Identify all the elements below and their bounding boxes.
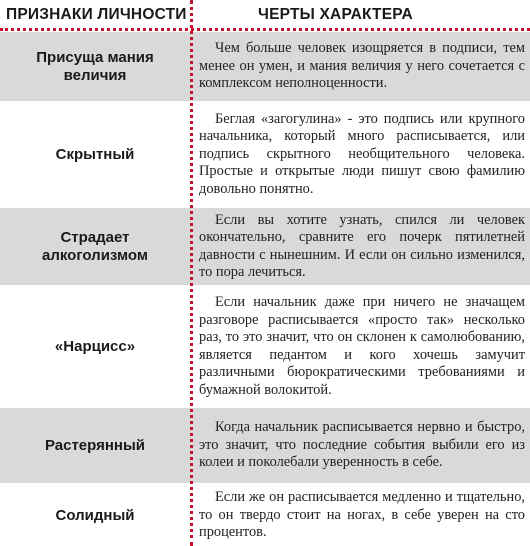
trait-label: «Нарцисс» (54, 337, 136, 355)
trait-label: Солидный (55, 506, 135, 524)
table-row (0, 32, 530, 101)
description-cell (199, 485, 525, 546)
trait-cell (0, 408, 190, 483)
trait-cell (0, 208, 190, 285)
description-text: Если начальник даже при ничего не значащем разговоре расписывается «просто так» несколько раз, то это значит, что он склонен к самолюбованию, является педантом и кого хочешь замучит различными бюрократическими требованиями и бумажной волокитой. (199, 294, 525, 398)
trait-cell (0, 103, 190, 206)
trait-label: Страдает алкоголизмом (42, 228, 148, 264)
trait-label: Присуща мания величия (36, 48, 154, 84)
description-cell (199, 103, 525, 206)
description-text: Если вы хотите узнать, спился ли человек окончательно, сравните его почерк пятилетней давности с нынешним. И если он сильно изменился, то пора лечиться. (199, 211, 525, 280)
description-text: Чем больше человек изощряется в подписи, тем менее он умен, и мания величия у него сочетается с комплексом неполноценности. (199, 40, 525, 92)
trait-cell (0, 32, 190, 101)
description-cell (199, 32, 525, 101)
column-divider (190, 0, 193, 546)
header-character-traits: ЧЕРТЫ ХАРАКТЕРА (258, 6, 413, 23)
trait-cell (0, 485, 190, 546)
table-row (0, 208, 530, 285)
description-text: Когда начальник расписывается нервно и быстро, это значит, что последние события выбили его из колеи и поколебали уверенность в себе. (199, 419, 525, 471)
table-row (0, 287, 530, 406)
table-header (0, 0, 530, 30)
header-personality-signs: ПРИЗНАКИ ЛИЧНОСТИ (6, 6, 187, 23)
table-row (0, 103, 530, 206)
trait-label: Скрытный (55, 145, 135, 163)
table-row (0, 408, 530, 483)
description-cell (199, 208, 525, 285)
description-cell (199, 287, 525, 406)
description-text: Если же он расписывается медленно и тщательно, то он твердо стоит на ногах, в себе уверен на сто процентов. (199, 489, 525, 541)
table-row (0, 485, 530, 546)
trait-cell (0, 287, 190, 406)
description-text: Беглая «загогулина» - это подпись или крупного начальника, который много расписывается, или подпись скрытного необщительного человека. Простые и открытые люди пишут свою фамилию довольно понятно. (199, 110, 525, 197)
trait-label: Растерянный (44, 436, 146, 454)
description-cell (199, 408, 525, 483)
header-divider (0, 28, 530, 31)
